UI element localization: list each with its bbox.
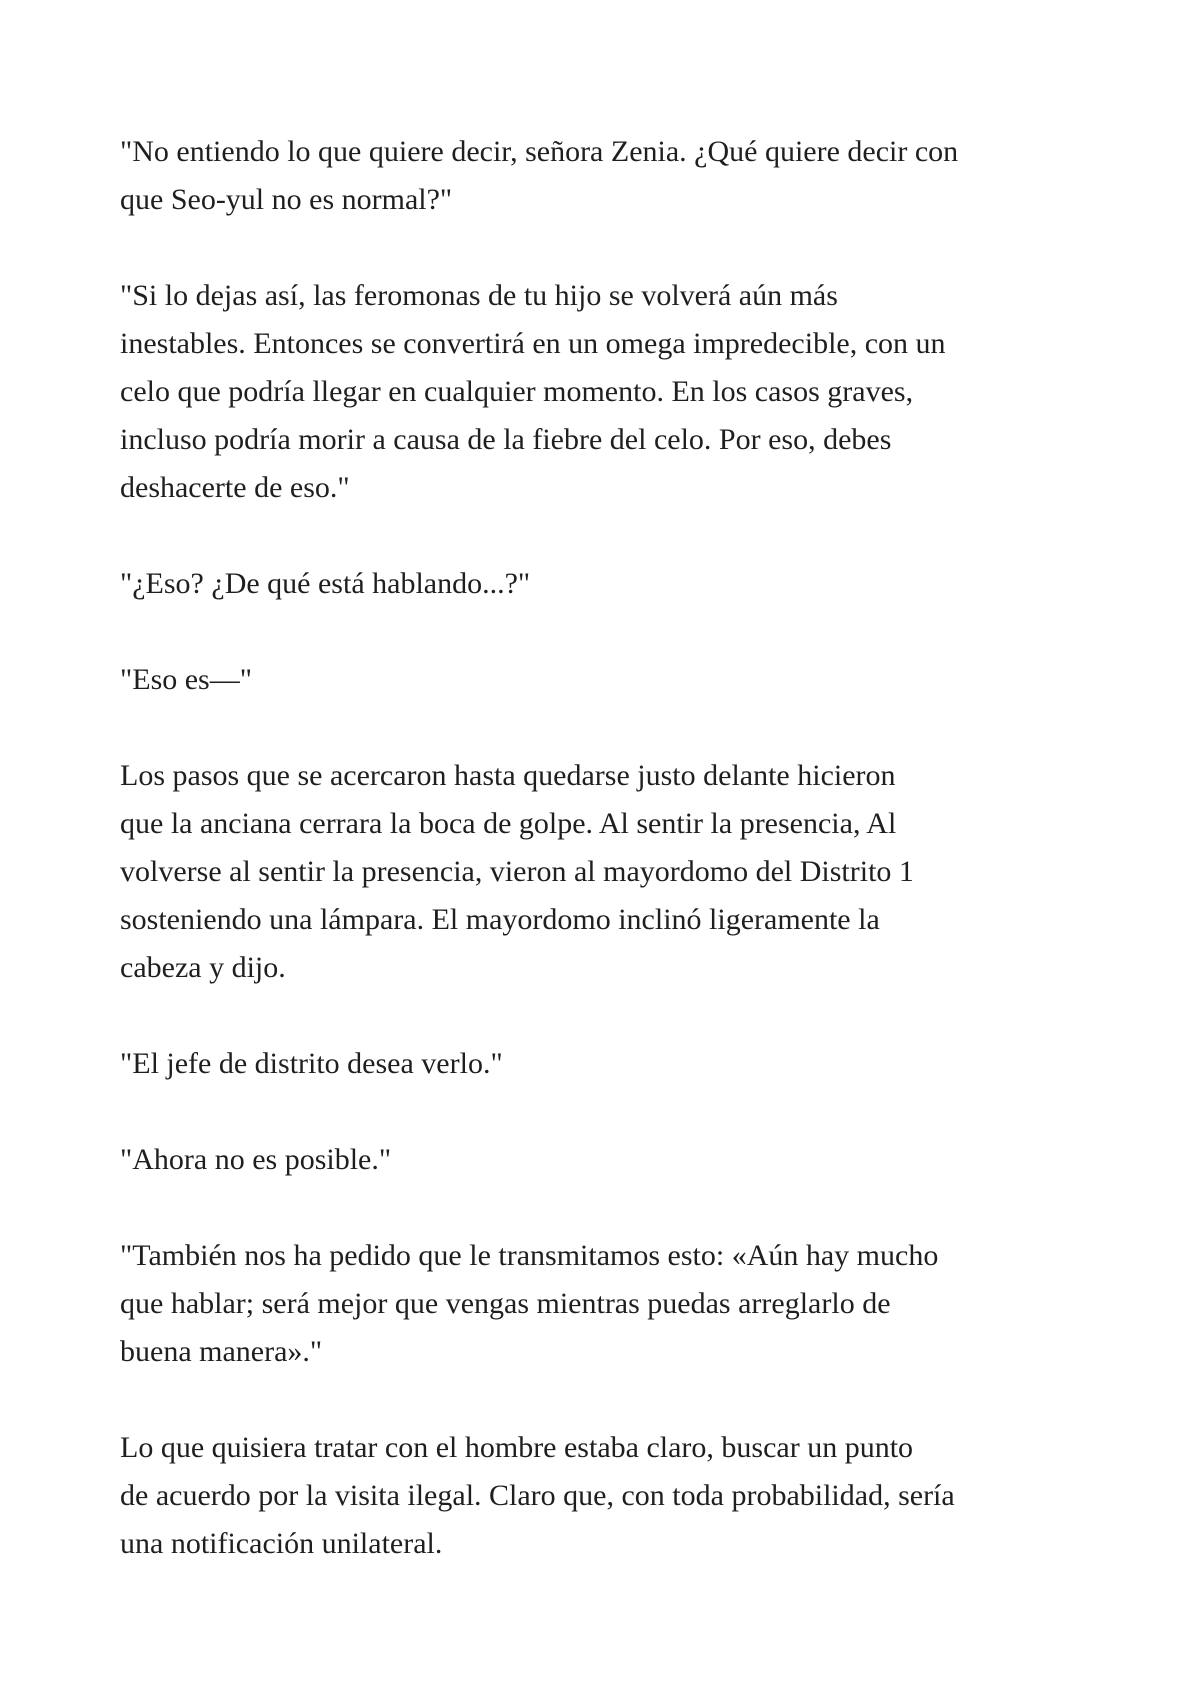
text-line: que hablar; será mejor que vengas mientras puedas arreglarlo de [120,1287,891,1320]
text-line: incluso podría morir a causa de la fiebre del celo. Por eso, debes [120,423,892,456]
text-line: buena manera»." [120,1335,323,1368]
text-line: "El jefe de distrito desea verlo." [120,1047,503,1080]
text-line: Lo que quisiera tratar con el hombre estaba claro, buscar un punto [120,1431,914,1464]
paragraph [120,1136,1100,1184]
text-line: de acuerdo por la visita ilegal. Claro que, con toda probabilidad, sería [120,1479,955,1512]
text-line: cabeza y dijo. [120,951,286,984]
paragraph [120,560,1100,608]
paragraph [120,272,1100,512]
paragraph [120,752,1100,992]
document-page [120,128,1100,1616]
paragraph [120,128,1100,224]
text-line: "También nos ha pedido que le transmitamos esto: «Aún hay mucho [120,1239,939,1272]
paragraph [120,1040,1100,1088]
text-line: inestables. Entonces se convertirá en un omega impredecible, con un [120,327,946,360]
text-line: celo que podría llegar en cualquier momento. En los casos graves, [120,375,914,408]
text-line: una notificación unilateral. [120,1527,443,1560]
text-line: "Si lo dejas así, las feromonas de tu hijo se volverá aún más [120,279,838,312]
text-line: "Ahora no es posible." [120,1143,392,1176]
text-line: "No entiendo lo que quiere decir, señora Zenia. ¿Qué quiere decir con [120,135,959,168]
paragraph [120,1424,1100,1568]
text-line: que Seo-yul no es normal?" [120,183,453,216]
text-line: "Eso es—" [120,663,252,696]
text-line: que la anciana cerrara la boca de golpe. Al sentir la presencia, Al [120,807,897,840]
text-line: volverse al sentir la presencia, vieron al mayordomo del Distrito 1 [120,855,914,888]
paragraph [120,656,1100,704]
paragraph [120,1232,1100,1376]
text-line: sosteniendo una lámpara. El mayordomo inclinó ligeramente la [120,903,880,936]
text-line: deshacerte de eso." [120,471,350,504]
text-line: "¿Eso? ¿De qué está hablando...?" [120,567,531,600]
text-line: Los pasos que se acercaron hasta quedarse justo delante hicieron [120,759,896,792]
